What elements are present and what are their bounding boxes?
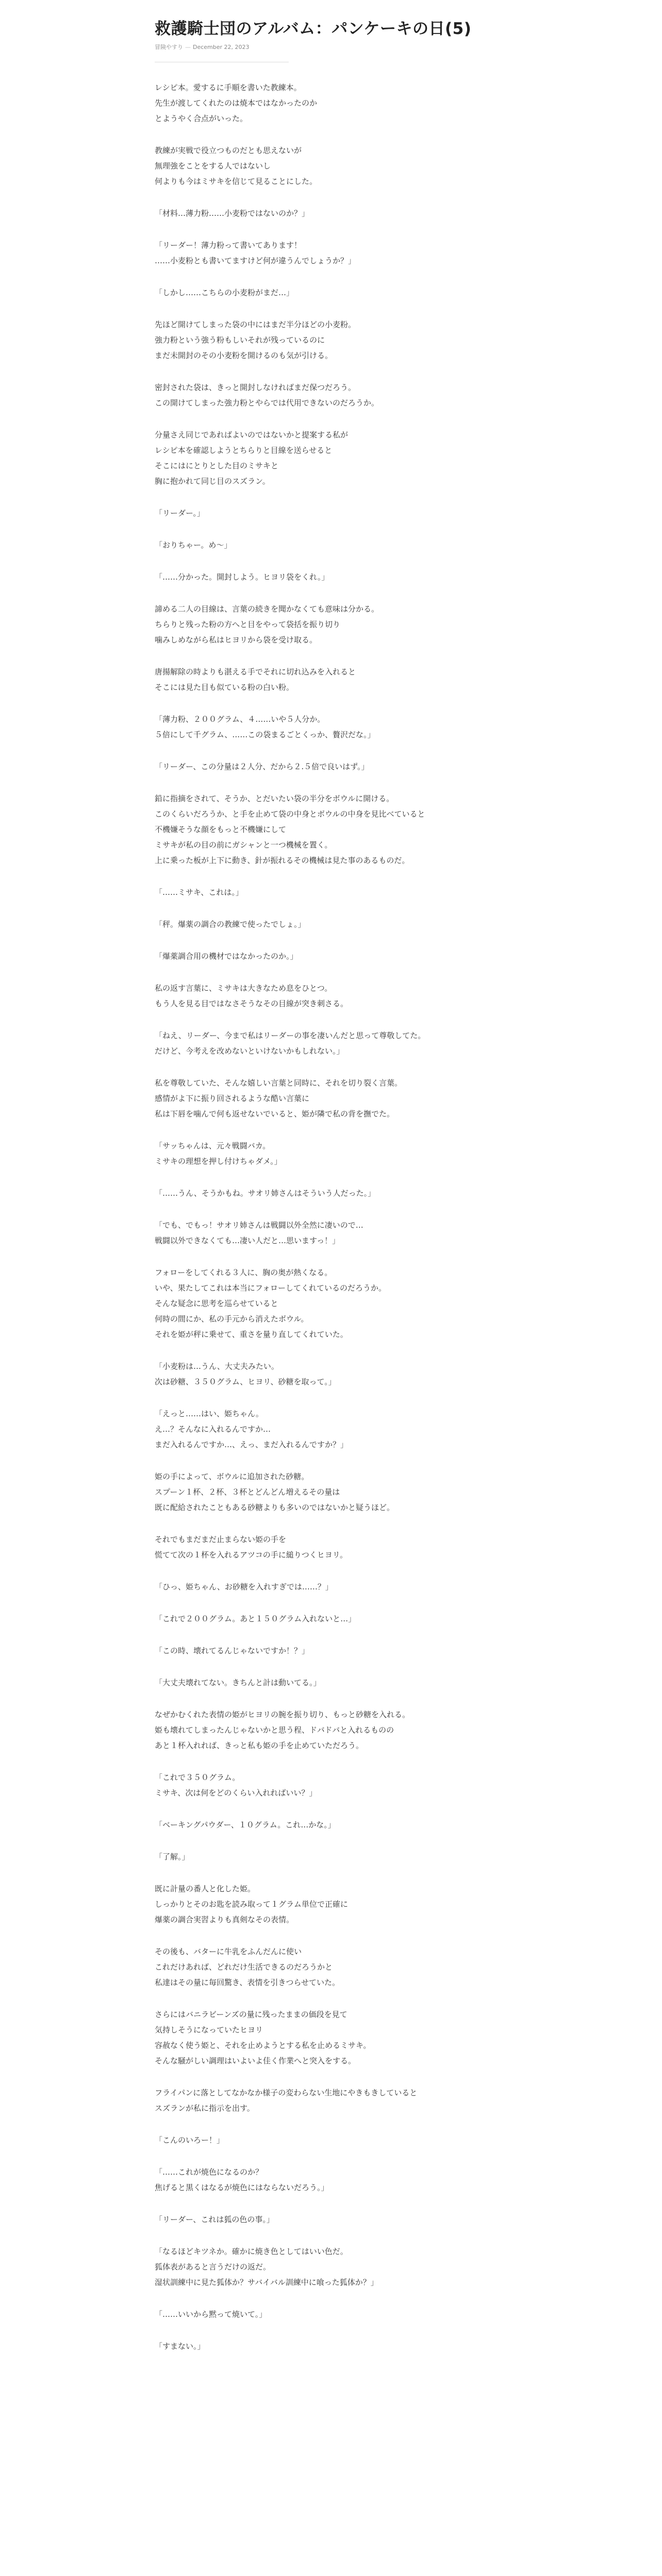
paragraph: 「おりちゃー。め～」 xyxy=(155,540,232,550)
paragraph: 「ベーキングパウダー、１０グラム。これ…かな。」 xyxy=(155,1820,336,1829)
article-body xyxy=(155,80,507,2354)
paragraph: レシピ本。愛するに手順を書いた教練本。 先生が渡してくれたのは焼本ではなかったのか とようやく合点がいった。 xyxy=(155,83,318,123)
paragraph: 分量さえ同じであればよいのではないかと提案する私が レシピ本を確認しようとちらりと目線を送らせると そこにはにとりとした目のミサキと 胸に抱かれて同じ目のスズラン。 xyxy=(155,430,349,486)
paragraph: その後も、バターに牛乳をふんだんに使い これだけあれば、どれだけ生活できるのだろうかと 私達はその量に毎回驚き、表情を引きつらせていた。 xyxy=(155,1947,340,1987)
paragraph: 「大丈夫壊れてない。きちんと計は動いてる。」 xyxy=(155,1678,321,1687)
paragraph: 私の返す言葉に、ミサキは大きなため息をひとつ。 もう人を見る目ではなさそうなその目線が突き刺さる。 xyxy=(155,984,349,1008)
paragraph: 「了解。」 xyxy=(155,1852,190,1861)
article-title: 救護騎士団のアルバム：パンケーキの日(5) xyxy=(155,20,472,38)
paragraph: それでもまだまだ止まらない姫の手を 慌てて次の１杯を入れるアツコの手に縋りつくヒヨリ。 xyxy=(155,1535,347,1560)
paragraph: 「……これが焼色になるのか？ 焦げると黒くはなるが焼色にはならないだろう。」 xyxy=(155,2167,329,2192)
paragraph: 「しかし……こちらの小麦粉がまだ…」 xyxy=(155,288,294,297)
paragraph: 「ねえ、リーダー、今まで私はリーダーの事を凄いんだと思って尊敬してた。 だけど、今考えを改めないといけないかもしれない。」 xyxy=(155,1031,426,1056)
paragraph: フライパンに落としてなかなか様子の変わらない生地にやきもきしていると スズランが私に指示を出す。 xyxy=(155,2088,418,2113)
paragraph: 「……ミサキ、これは。」 xyxy=(155,888,243,897)
paragraph: 「すまない。」 xyxy=(155,2342,205,2351)
paragraph: 「薄力粉、２００グラム、４……いや５人分か。 ５倍にして千グラム、……この袋まるごとくっか、贅沢だな。」 xyxy=(155,715,375,739)
paragraph: 「……いいから黙って焼いて。」 xyxy=(155,2310,267,2319)
paragraph: 「これで２００グラム。あと１５０グラム入れないと…」 xyxy=(155,1614,356,1623)
paragraph: さらにはバニラビーンズの量に残ったままの価段を見て 気持しそうになっていたヒヨリ 容赦なく使う姫と、それを止めようとする私を止めるミサキ。 そんな騒がしい調理はいよいよ佳く作業へと突入をする。 xyxy=(155,2010,371,2065)
paragraph: なぜかむくれた表情の姫がヒヨリの腕を振り切り、もっと砂糖を入れる。 姫も壊れてしまったんじゃないかと思う程、ドバドバと入れるものの あと１杯入れれば、きっと私も姫の手を止めていただろう。 xyxy=(155,1710,410,1750)
post-date: December 22, 2023 xyxy=(193,44,250,50)
paragraph: 「でも、でもっ！サオリ姉さんは戦闘以外全然に凄いので… 戦闘以外できなくても…凄い人だと…思いますっ！」 xyxy=(155,1221,363,1245)
article xyxy=(155,18,507,2370)
paragraph: 「リーダー、この分量は２人分、だから２.５倍で良いはず。」 xyxy=(155,762,369,771)
paragraph: 密封された袋は、きっと開封しなければまだ保つだろう。 この開けてしまった強力粉とやらでは代用できないのだろうか。 xyxy=(155,383,379,408)
paragraph: 「リーダー！薄力粉って書いてあります！ ……小麦粉とも書いてますけど何が違うんでしょうか？」 xyxy=(155,241,356,265)
paragraph: 私を尊敬していた、そんな嬉しい言葉と同時に、それを切り裂く言葉。 感情がよ下に振り回されるような酷い言葉に 私は下唇を噛んで何も返せないでいると、姫が隣で私の背を撫でた。 xyxy=(155,1078,403,1118)
paragraph: 既に計量の番人と化した姫。 しっかりとそのお匙を読み取って１グラム単位で正確に 爆薬の調合実習よりも真剣なその表情。 xyxy=(155,1884,348,1924)
paragraph: フォローをしてくれる３人に、胸の奥が熱くなる。 いや、果たしてこれは本当にフォローしてくれているのだろうか。 そんな疑念に思考を巡らせていると 何時の間にか、私の手元から消えたボウル。 それを姫が秤に乗せて、重さを量り直してくれていた。 xyxy=(155,1268,386,1339)
paragraph: 「これで３５０グラム。 ミサキ、次は何をどのくらい入れればいい？」 xyxy=(155,1773,317,1798)
paragraph: 「こんのいろー！」 xyxy=(155,2136,225,2145)
paragraph: 「小麦粉は…うん、大丈夫みたい。 次は砂糖、３５０グラム、ヒヨリ、砂糖を取って。」 xyxy=(155,1362,336,1386)
paragraph: 諦める二人の目線は、言葉の続きを聞かなくても意味は分かる。 ちらりと残った粉の方へと目をやって袋括を振り切り 噛みしめながら私はヒヨリから袋を受け取る。 xyxy=(155,604,379,645)
paragraph: 「リーダー。」 xyxy=(155,509,205,518)
paragraph: 「なるほどキツネか。確かに焼き色としてはいい色だ。 狐体表があると言うだけの返だ。 湿状訓練中に見た狐体か？サバイバル訓練中に喰った狐体か？」 xyxy=(155,2247,378,2287)
paragraph: 先ほど開けてしまった袋の中にはまだ半分ほどの小麦粉。 強力粉という強う粉もしいそれが残っているのに まだ未開封のその小麦粉を開けるのも気が引ける。 xyxy=(155,320,356,360)
paragraph: 「……うん、そうかもね。サオリ姉さんはそういう人だった。」 xyxy=(155,1189,376,1198)
paragraph: 「……分かった。開封しよう。ヒヨリ袋をくれ。」 xyxy=(155,572,329,582)
paragraph: 「ひっ、姫ちゃん、お砂糖を入れすぎでは……？」 xyxy=(155,1582,333,1591)
author-link[interactable]: 冒険やすり xyxy=(155,44,183,50)
paragraph: 教練が実戦で役立つものだとも思えないが 無理強をことをする人ではないし 何よりも今はミサキを信じて見ることにした。 xyxy=(155,146,318,186)
paragraph: 「材料…薄力粉……小麦粉ではないのか？」 xyxy=(155,209,310,218)
meta-separator: — xyxy=(185,44,191,50)
paragraph: 「えっと……はい、姫ちゃん。 え…？そんなに入れるんですか… まだ入れるんですか…、えっ、まだ入れるんですか？」 xyxy=(155,1409,349,1449)
paragraph: 姫の手によって、ボウルに追加された砂糖。 スプーン１杯、２杯、３杯とどんどん増えるその量は 既に配給されたこともある砂糖よりも多いのではないかと疑うほど。 xyxy=(155,1472,395,1512)
paragraph: 「秤。爆薬の調合の教練で使ったでしょ。」 xyxy=(155,920,306,929)
paragraph: 鉛に指摘をされて、そうか、とだいたい袋の半分をボウルに開ける。 このくらいだろうか、と手を止めて袋の中身とボウルの中身を見比べていると 不機嫌そうな顔をもっと不機嫌にして ミサキが私の目の前にガシャンと一つ機械を置く。 上に乗った板が上下に動き、針が振れるその機械は見た事のあるものだ。 xyxy=(155,794,425,865)
paragraph: 「この時、壊れてるんじゃないですか！？」 xyxy=(155,1646,310,1655)
paragraph: 唐揚解除の時よりも湛える手でそれに切れ込みを入れると そこには見た目も似ている粉の白い粉。 xyxy=(155,667,356,692)
paragraph: 「爆薬調合用の機材ではなかったのか。」 xyxy=(155,952,298,961)
paragraph: 「サッちゃんは、元々戦闘バカ。 ミサキの理想を押し付けちゃダメ。」 xyxy=(155,1141,282,1166)
article-meta xyxy=(155,43,507,52)
paragraph: 「リーダー、これは狐の色の事。」 xyxy=(155,2215,274,2224)
